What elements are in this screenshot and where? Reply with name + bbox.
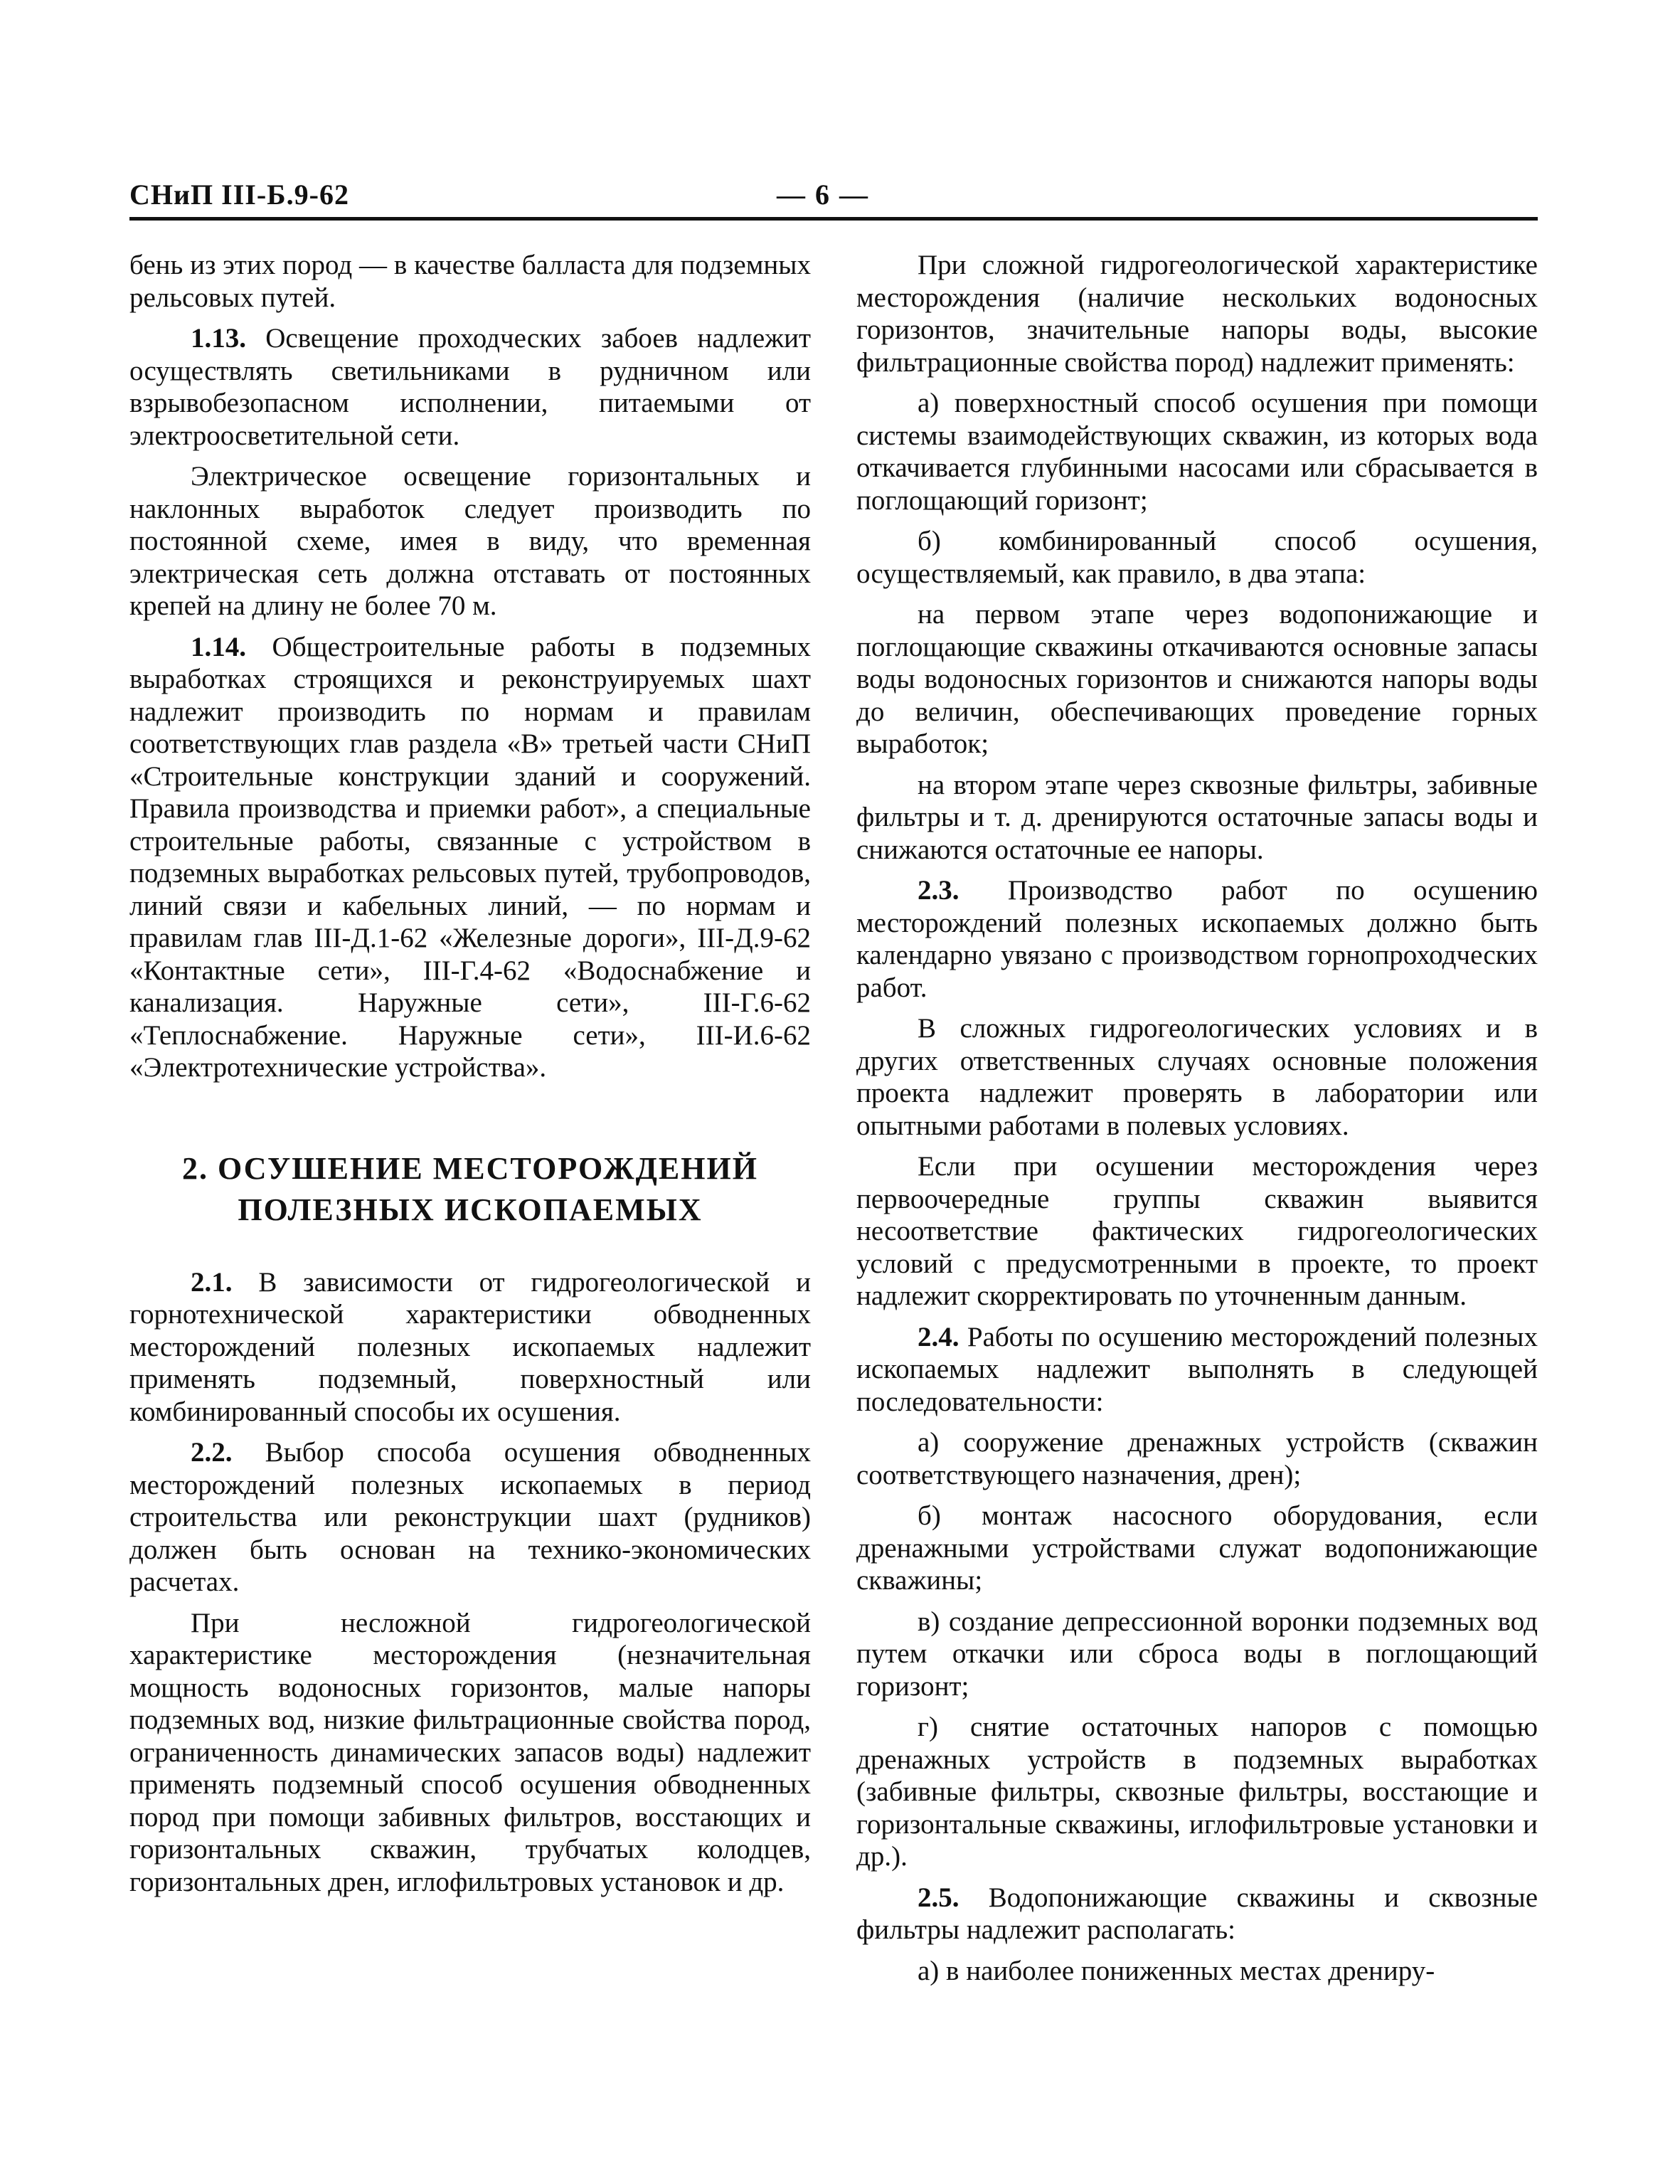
- list-item: а) в наиболее пониженных местах дрениру-: [918, 1955, 1435, 1986]
- clause-text: Общестроительные работы в подземных выработках строящихся и реконструируемых шахт надлежит производить по нормам и правилам соответствующих глав раздела «В» третьей части СНиП «Строительные конструкции зданий и сооружений. Правила производства и приемки работ», а специальные строительные работы, связанные с устройством в подземных выработках рельсовых путей, трубопроводов, линий связи и кабельных линий, — по нормам и правилам глав III-Д.1-62 «Железные дороги», III-Д.9-62 «Контактные сети», III-Г.4-62 «Водоснабжение и канализация. Наружные сети», III-Г.6-62 «Теплоснабжение. Наружные сети», III-И.6-62 «Электротехнические устройства».: [129, 631, 811, 1083]
- list-item: а) сооружение дренажных устройств (скважин соответствующего назначения, дрен);: [856, 1427, 1538, 1490]
- list-item: в) создание депрессионной воронки подземных вод путем откачки или сброса воды в поглощающий горизонт;: [856, 1606, 1538, 1702]
- clause-text: Производство работ по осушению месторождений полезных ископаемых должно быть календарно увязано с производством горнопроходческих работ.: [856, 875, 1538, 1003]
- paragraph-2-5: [856, 1882, 1538, 1946]
- left-column: [129, 249, 811, 1907]
- clause-text: Выбор способа осушения обводненных месторождений полезных ископаемых в период строительства или реконструкции шахт (рудников) должен быть основан на технико-экономических расчетах.: [129, 1437, 811, 1597]
- clause-number: 2.3.: [918, 875, 959, 906]
- clause-text: В зависимости от гидрогеологической и горнотехнической характеристики обводненных месторождений полезных ископаемых надлежит применять подземный, поверхностный или комбинированный способы их осушения.: [129, 1266, 811, 1427]
- paragraph: Если при осушении месторождения через первоочередные группы скважин выявится несоответствие фактических гидрогеологических условий с предусмотренными в проекте, то проект надлежит скорректировать по уточненным данным.: [856, 1151, 1538, 1311]
- right-column: [856, 249, 1538, 1995]
- paragraph-1-13: [129, 322, 811, 452]
- paragraph: При несложной гидрогеологической характеристике месторождения (незначительная мощность водоносных горизонтов, малые напоры подземных вод, низкие фильтрационные свойства пород, ограниченность динамических запасов воды) надлежит применять подземный способ осушения обводненных пород при помощи забивных фильтров, восстающих и горизонтальных скважин, трубчатых колодцев, горизонтальных дрен, иглофильтровых установок и др.: [129, 1607, 811, 1897]
- paragraph-1-14: [129, 631, 811, 1084]
- paragraph: бень из этих пород — в качестве балласта для подземных рельсовых путей.: [129, 250, 811, 313]
- list-item: а) поверхностный способ осушения при помощи системы взаимодействующих скважин, из которых вода откачивается глубинными насосами или сбрасывается в поглощающий горизонт;: [856, 388, 1538, 516]
- section-heading: [129, 1148, 811, 1231]
- header-rule: [129, 217, 1538, 221]
- clause-text: Освещение проходческих забоев надлежит осуществлять светильниками в рудничном или взрывобезопасном исполнении, питаемыми от электроосветительной сети.: [129, 323, 811, 451]
- paragraph-2-1: [129, 1266, 811, 1428]
- section-heading-line-2: ПОЛЕЗНЫХ ИСКОПАЕМЫХ: [238, 1192, 703, 1227]
- page-number: — 6 —: [777, 179, 869, 211]
- list-item: б) комбинированный способ осушения, осуществляемый, как правило, в два этапа:: [856, 526, 1538, 589]
- paragraph: на втором этапе через сквозные фильтры, забивные фильтры и т. д. дренируются остаточные запасы воды и снижаются остаточные ее напоры.: [856, 769, 1538, 865]
- clause-number: 2.1.: [191, 1266, 233, 1298]
- list-item: б) монтаж насосного оборудования, если дренажными устройствами служат водопонижающие скважины;: [856, 1500, 1538, 1596]
- clause-number: 2.2.: [191, 1437, 233, 1468]
- clause-number: 2.4.: [918, 1321, 959, 1352]
- paragraph-2-3: [856, 874, 1538, 1004]
- clause-number: 2.5.: [918, 1882, 959, 1913]
- clause-number: 1.13.: [191, 323, 246, 354]
- clause-text: Работы по осушению месторождений полезных ископаемых надлежит выполнять в следующей последовательности:: [856, 1321, 1538, 1417]
- list-item: г) снятие остаточных напоров с помощью дренажных устройств в подземных выработках (забивные фильтры, сквозные фильтры, восстающие и горизонтальные скважины, иглофильтровые установки и др.).: [856, 1712, 1538, 1872]
- paragraph-2-4: [856, 1321, 1538, 1419]
- paragraph-2-2: [129, 1436, 811, 1599]
- clause-number: 1.14.: [191, 631, 246, 662]
- paragraph: Электрическое освещение горизонтальных и наклонных выработок следует производить по постоянной схеме, имея в виду, что временная электрическая сеть должна отставать от постоянных крепей на длину не более 70 м.: [129, 461, 811, 621]
- paragraph: на первом этапе через водопонижающие и поглощающие скважины откачиваются основные запасы воды водоносных горизонтов и снижаются напоры воды до величин, обеспечивающих проведение горных выработок;: [856, 599, 1538, 759]
- document-code: СНиП III-Б.9-62: [129, 179, 349, 211]
- paragraph: При сложной гидрогеологической характеристике месторождения (наличие нескольких водоносных горизонтов, значительные напоры воды, высокие фильтрационные свойства пород) надлежит применять:: [856, 250, 1538, 378]
- paragraph: В сложных гидрогеологических условиях и в других ответственных случаях основные положения проекта надлежит проверять в лаборатории или опытными работами в полевых условиях.: [856, 1013, 1538, 1141]
- section-heading-line-1: 2. ОСУШЕНИЕ МЕСТОРОЖДЕНИЙ: [182, 1150, 758, 1186]
- clause-text: Водопонижающие скважины и сквозные фильтры надлежит располагать:: [856, 1882, 1538, 1945]
